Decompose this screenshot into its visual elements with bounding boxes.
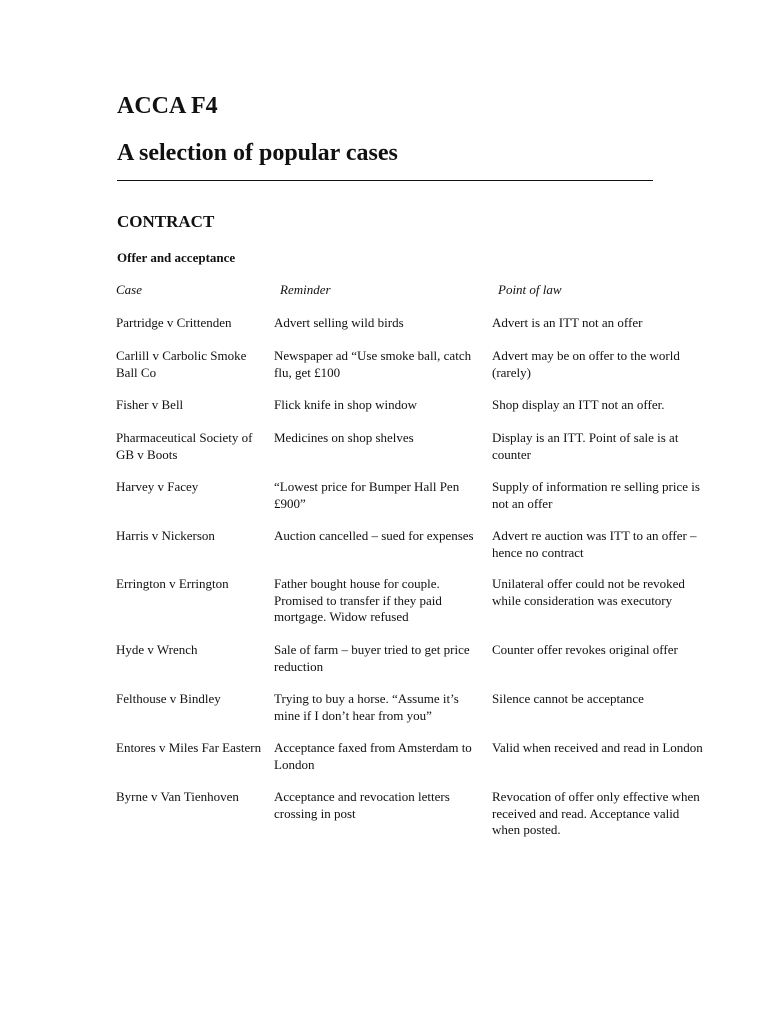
- case-reminder: Acceptance faxed from Amsterdam to London: [274, 740, 472, 772]
- case-point-of-law: Counter offer revokes original offer: [492, 642, 678, 657]
- case-name: Fisher v Bell: [116, 397, 184, 412]
- case-name: Partridge v Crittenden: [116, 315, 232, 330]
- case-point-of-law: Advert re auction was ITT to an offer – hence no contract: [492, 528, 697, 560]
- case-reminder: Father bought house for couple. Promised to transfer if they paid mortgage. Widow refused: [274, 576, 442, 624]
- case-name: Carlill v Carbolic Smoke Ball Co: [116, 348, 247, 380]
- case-name: Harris v Nickerson: [116, 528, 215, 543]
- case-point-of-law: Revocation of offer only effective when received and read. Acceptance valid when posted.: [492, 789, 700, 837]
- case-point-of-law: Advert is an ITT not an offer: [492, 315, 643, 330]
- case-reminder: Trying to buy a horse. “Assume it’s mine if I don’t hear from you”: [274, 691, 459, 723]
- case-point-of-law: Unilateral offer could not be revoked while consideration was executory: [492, 576, 685, 608]
- column-header-case: Case: [116, 282, 142, 297]
- case-point-of-law: Advert may be on offer to the world (rarely): [492, 348, 680, 380]
- case-name: Byrne v Van Tienhoven: [116, 789, 239, 804]
- case-reminder: Newspaper ad “Use smoke ball, catch flu, get £100: [274, 348, 472, 380]
- document-title: ACCA F4: [117, 93, 218, 119]
- case-reminder: “Lowest price for Bumper Hall Pen £900”: [274, 479, 460, 511]
- case-reminder: Acceptance and revocation letters crossing in post: [274, 789, 450, 821]
- case-point-of-law: Silence cannot be acceptance: [492, 691, 644, 706]
- case-name: Hyde v Wrench: [116, 642, 198, 657]
- column-header-point-of-law: Point of law: [498, 282, 562, 297]
- case-reminder: Medicines on shop shelves: [274, 430, 414, 445]
- case-name: Harvey v Facey: [116, 479, 199, 494]
- subsection-heading: Offer and acceptance: [117, 250, 236, 265]
- case-name: Entores v Miles Far Eastern: [116, 740, 262, 755]
- case-point-of-law: Valid when received and read in London: [492, 740, 703, 755]
- case-name: Felthouse v Bindley: [116, 691, 221, 706]
- column-header-reminder: Reminder: [280, 282, 331, 297]
- case-reminder: Auction cancelled – sued for expenses: [274, 528, 474, 543]
- case-name: Errington v Errington: [116, 576, 229, 591]
- case-reminder: Advert selling wild birds: [274, 315, 404, 330]
- title-divider: [117, 180, 653, 181]
- case-point-of-law: Supply of information re selling price is not an offer: [492, 479, 700, 511]
- case-reminder: Sale of farm – buyer tried to get price reduction: [274, 642, 470, 674]
- case-point-of-law: Display is an ITT. Point of sale is at counter: [492, 430, 679, 462]
- case-name: Pharmaceutical Society of GB v Boots: [116, 430, 253, 462]
- document-subtitle: A selection of popular cases: [117, 140, 398, 166]
- section-heading: CONTRACT: [117, 212, 215, 231]
- case-point-of-law: Shop display an ITT not an offer.: [492, 397, 665, 412]
- case-reminder: Flick knife in shop window: [274, 397, 417, 412]
